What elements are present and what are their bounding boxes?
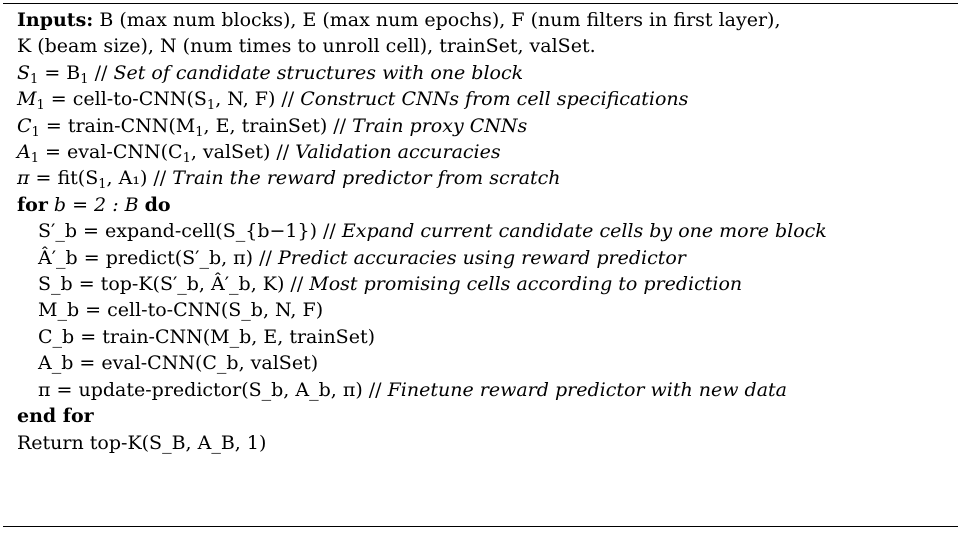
math-sub: 1 — [36, 98, 45, 114]
comment: Expand current candidate cells by one more block — [341, 220, 827, 243]
loop-line-2 — [17, 245, 958, 271]
loop-code: M_b = cell-to-CNN(S_b, N, F) — [38, 299, 324, 322]
for-keyword: for — [17, 193, 48, 216]
init-line-4 — [17, 139, 958, 165]
loop-code: Â′_b = predict(S′_b, π) // — [38, 246, 278, 269]
for-expression: b = 2 : B — [47, 193, 145, 216]
for-line — [17, 192, 958, 218]
math-rhs: = fit(S — [29, 167, 99, 190]
math-rest: , E, trainSet) // — [203, 114, 353, 137]
math-rest: , valSet) // — [190, 141, 296, 164]
loop-line-5 — [17, 324, 958, 350]
math-rhs: = train-CNN(M — [39, 114, 196, 137]
math-rest: , A₁) // — [106, 167, 173, 190]
init-line-5 — [17, 165, 958, 191]
math-rest: , N, F) // — [215, 88, 301, 111]
math-sub: 1 — [98, 177, 107, 193]
inputs-text-2: K (beam size), N (num times to unroll cell), trainSet, valSet. — [17, 35, 596, 58]
math-sub: 1 — [195, 124, 204, 140]
init-line-3 — [17, 113, 958, 139]
math-lhs: S — [17, 61, 31, 84]
inputs-line-1 — [17, 7, 958, 33]
math-lhs: C — [17, 114, 32, 137]
loop-code: S_b = top-K(S′_b, Â′_b, K) // — [38, 273, 310, 296]
return-line — [17, 430, 958, 456]
comment: Set of candidate structures with one block — [113, 61, 524, 84]
math-lhs: π — [17, 167, 30, 190]
loop-line-4 — [17, 297, 958, 323]
algorithm-box — [3, 3, 958, 527]
comment: Most promising cells according to prediction — [309, 273, 743, 296]
inputs-text-1: B (max num blocks), E (max num epochs), F (num filters in first layer), — [93, 9, 781, 31]
do-keyword: do — [144, 193, 171, 216]
math-sub: 1 — [80, 71, 89, 87]
math-sub: 1 — [30, 151, 40, 167]
math-sub: 1 — [30, 71, 39, 87]
math-rhs: = B — [38, 61, 81, 84]
math-rhs: = cell-to-CNN(S — [44, 88, 207, 111]
end-for-line — [17, 403, 958, 429]
loop-line-7 — [17, 377, 958, 403]
comment: Validation accuracies — [295, 141, 501, 164]
comment: Train proxy CNNs — [352, 114, 528, 137]
math-lhs: A — [17, 141, 31, 164]
loop-line-1 — [17, 218, 958, 244]
init-line-1 — [17, 60, 958, 86]
comment: Construct CNNs from cell specifications — [300, 88, 689, 111]
math-rhs: = eval-CNN(C — [39, 141, 183, 164]
return-label: Return top-K( — [17, 431, 150, 454]
math-sub: 1 — [31, 124, 40, 140]
init-line-2 — [17, 86, 958, 112]
math-sub: 1 — [206, 98, 216, 114]
inputs-label: Inputs: — [17, 9, 94, 31]
math-sub: 1 — [182, 151, 191, 167]
loop-code: A_b = eval-CNN(C_b, valSet) — [38, 352, 319, 375]
comment: Train the reward predictor from scratch — [172, 167, 561, 190]
math-rest: // — [88, 61, 114, 84]
return-args: S_B, A_B, 1) — [149, 431, 267, 454]
loop-code: π = update-predictor(S_b, A_b, π) // — [38, 378, 388, 401]
loop-code: S′_b = expand-cell(S_{b−1}) // — [38, 220, 342, 243]
loop-line-3 — [17, 271, 958, 297]
inputs-line-2 — [17, 33, 958, 59]
comment: Predict accuracies using reward predictor — [277, 246, 686, 269]
end-for-keyword: end for — [17, 405, 94, 428]
loop-line-6 — [17, 350, 958, 376]
comment: Finetune reward predictor with new data — [387, 378, 788, 401]
loop-code: C_b = train-CNN(M_b, E, trainSet) — [38, 325, 375, 348]
math-lhs: M — [17, 88, 37, 111]
